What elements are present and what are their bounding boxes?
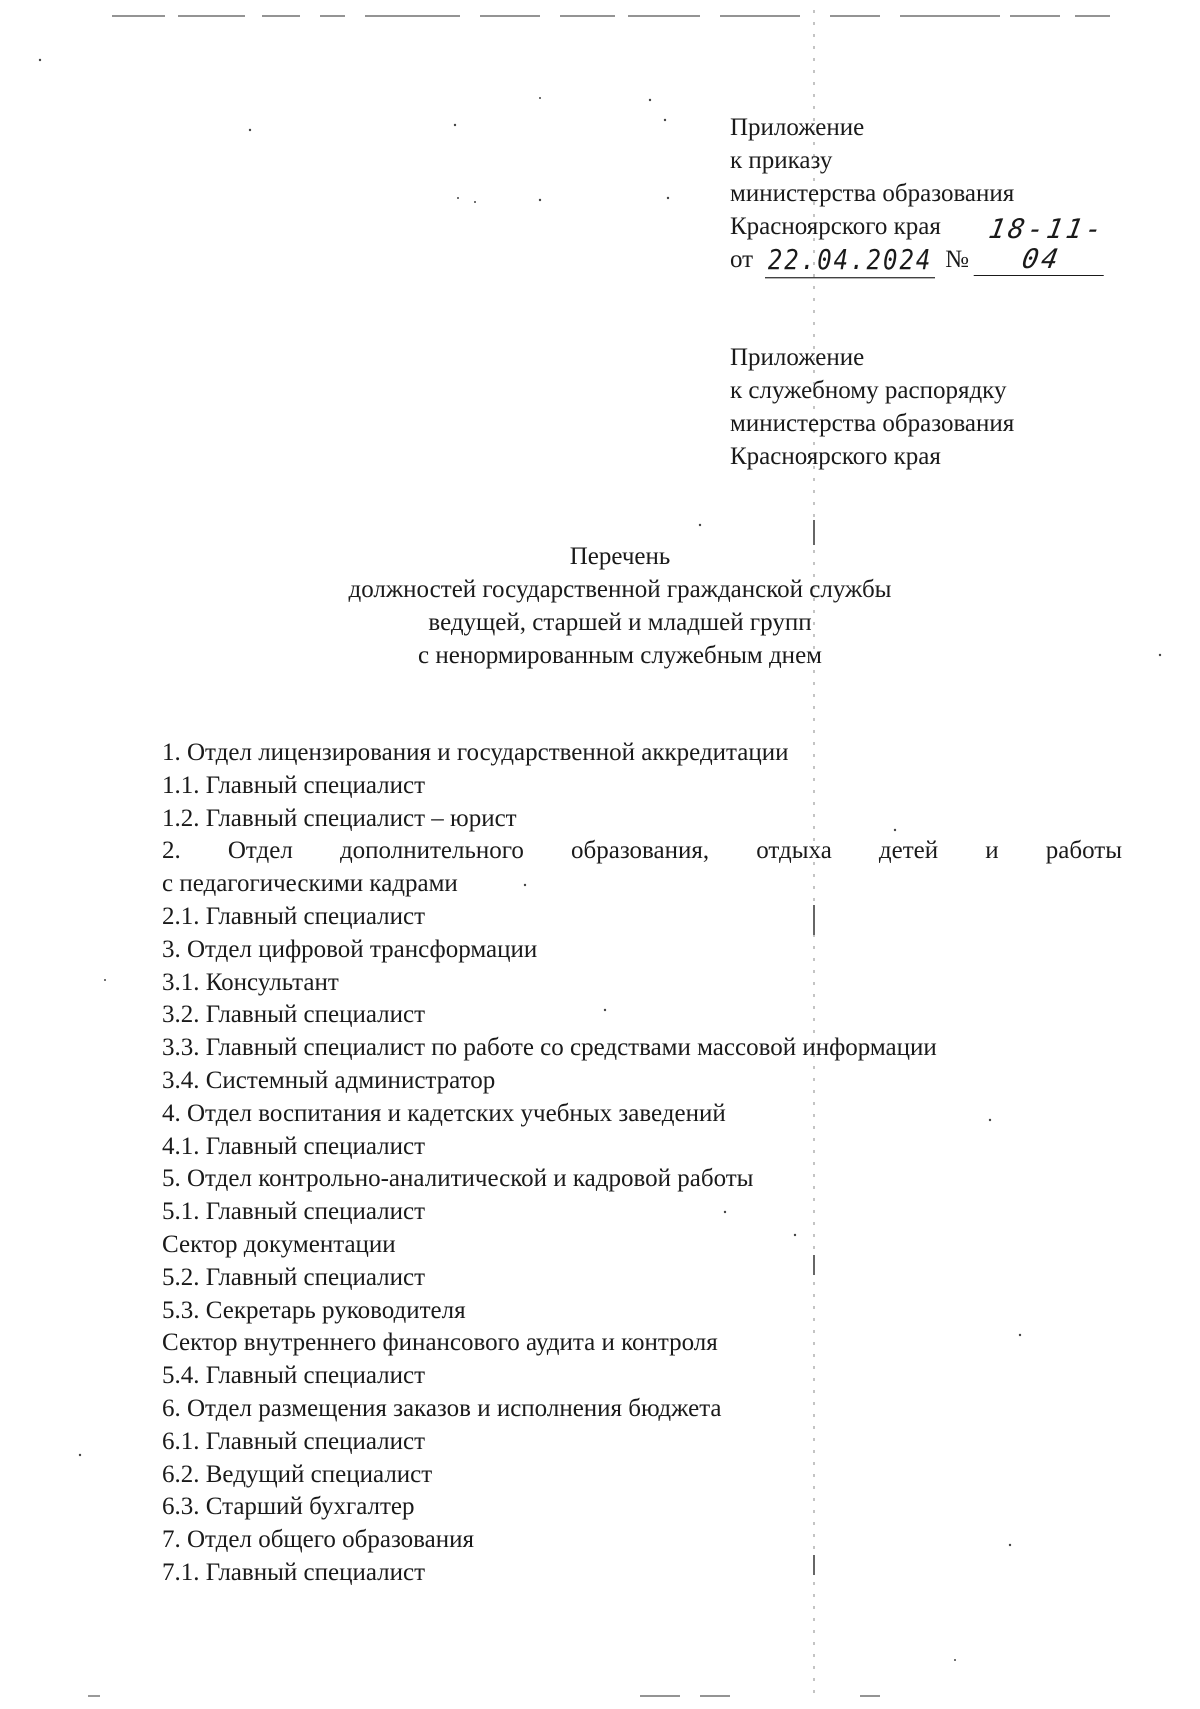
list-item: с педагогическими кадрами (162, 870, 458, 898)
appendix-to-order-line: к приказу (730, 147, 833, 174)
list-item: 3.4. Системный администратор (162, 1066, 496, 1094)
title-line: ведущей, старшей и младшей групп (428, 609, 812, 636)
number-sign: № (945, 246, 969, 273)
list-item: 4. Отдел воспитания и кадетских учебных заведений (162, 1099, 726, 1127)
order-date-handwritten: 22.04.2024 (765, 243, 935, 279)
list-item: 3.3. Главный специалист по работе со средствами массовой информации (162, 1034, 937, 1062)
list-item: 6. Отдел размещения заказов и исполнения бюджета (162, 1394, 722, 1422)
list-item: 1. Отдел лицензирования и государственной аккредитации (162, 739, 789, 766)
appendix-to-regulations-line: к служебному распорядку (730, 377, 1007, 404)
list-item: 1.2. Главный специалист – юрист (162, 804, 517, 832)
title-line: должностей государственной гражданской службы (348, 576, 892, 603)
appendix-to-regulations-line: Приложение (730, 344, 865, 371)
appendix-to-regulations-line: министерства образования (730, 410, 1015, 437)
appendix-to-order-header (730, 111, 1130, 276)
list-item: 3.2. Главный специалист (162, 1001, 426, 1029)
list-item: 6.2. Ведущий специалист (162, 1460, 433, 1488)
list-item: 5.3. Секретарь руководителя (162, 1296, 466, 1324)
list-item: Сектор внутреннего финансового аудита и контроля (162, 1329, 718, 1357)
list-item: 6.1. Главный специалист (162, 1427, 426, 1455)
list-item: 5.4. Главный специалист (162, 1362, 426, 1390)
document-title (240, 540, 1000, 672)
appendix-to-regulations-header (730, 341, 1130, 473)
list-item: 7. Отдел общего образования (162, 1526, 475, 1554)
list-item: 3.1. Консультант (162, 968, 339, 996)
list-item: 1.1. Главный специалист (162, 771, 426, 799)
appendix-to-order-line: Красноярского края (730, 213, 941, 240)
list-item: 5.1. Главный специалист (162, 1198, 426, 1226)
title-line: Перечень (569, 543, 671, 570)
title-line: с ненормированным служебным днем (418, 642, 822, 669)
appendix-to-order-line: министерства образования (730, 180, 1015, 207)
list-item: 2.1. Главный специалист (162, 902, 426, 930)
list-item: 7.1. Главный специалист (162, 1558, 426, 1586)
order-number-handwritten: 18-11-04 (974, 215, 1115, 276)
list-item: 4.1. Главный специалист (162, 1132, 426, 1160)
positions-list (162, 737, 1122, 1590)
list-item: Сектор документации (162, 1230, 396, 1258)
list-item: 5.2. Главный специалист (162, 1263, 426, 1291)
list-item: 2. Отдел дополнительного образования, отдыха детей и работы (162, 837, 1122, 865)
date-prefix: от (730, 246, 754, 273)
list-item: 3. Отдел цифровой трансформации (162, 935, 538, 963)
appendix-to-regulations-line: Красноярского края (730, 443, 941, 470)
appendix-to-order-line: Приложение (730, 114, 865, 141)
list-item: 6.3. Старший бухгалтер (162, 1493, 415, 1521)
list-item: 5. Отдел контрольно-аналитической и кадровой работы (162, 1165, 754, 1193)
